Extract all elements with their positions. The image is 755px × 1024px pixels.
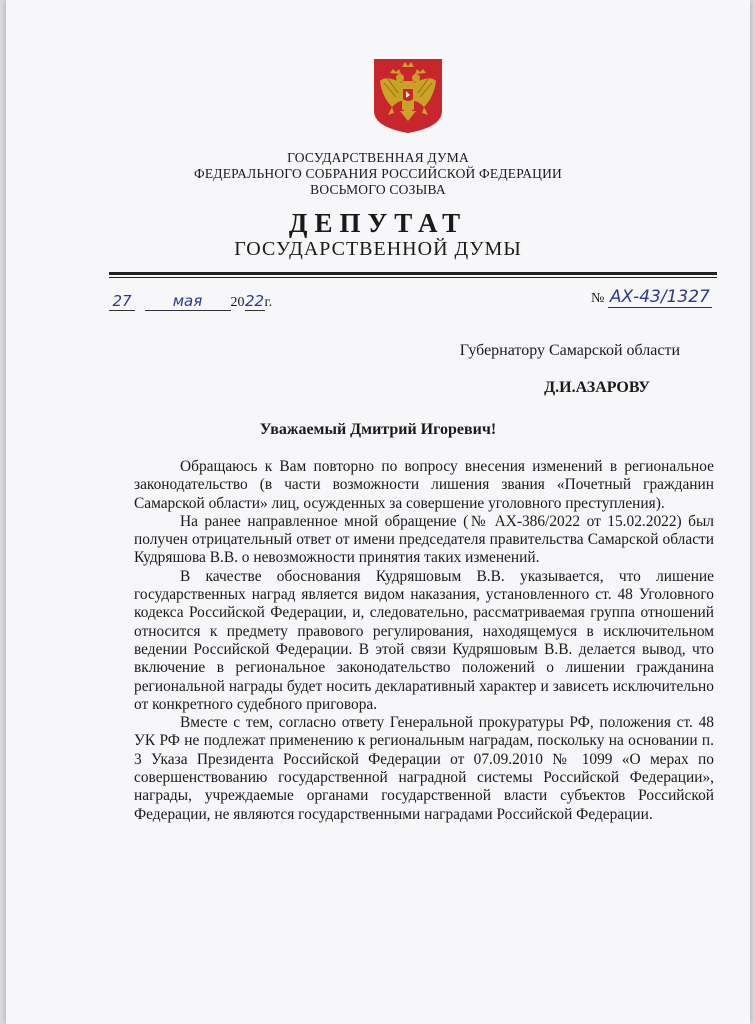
addressee-name: Д.И.АЗАРОВУ xyxy=(544,379,650,396)
date-year-prefix: 20 xyxy=(230,295,245,310)
russian-coat-of-arms-icon xyxy=(372,57,444,135)
number-sign: № xyxy=(591,291,605,306)
outgoing-number: АХ-43/1327 xyxy=(609,287,710,307)
paragraph-3: В качестве обоснования Кудряшовым В.В. указывается, что лишение государственных наград является видом наказания, установленного ст. 48 Уголовного кодекса Российской Федерации, и, следовательно, рассматриваемая группа отношений относится к предмету правового регулирования, находящемуся в исключительном ведении Российской Федерации. В этой связи Кудряшовым В.В. делается вывод, что включение в региональное законодательство положений о лишении гражданина региональной награды будет носить декларативный характер и зависеть исключительно от конкретного судебного приговора. xyxy=(134,567,714,713)
salutation: Уважаемый Дмитрий Игоревич! xyxy=(259,421,497,438)
header-rule-thick xyxy=(109,272,717,275)
paragraph-4: Вместе с тем, согласно ответу Генеральной прокуратуры РФ, положения ст. 48 УК РФ не подлежат применению к региональным наградам, поскольку на основании п. 3 Указа Президента Российской Федерации от 07.09.2010 № 1099 «О мерах по совершенствованию государственной наградной системы Российской Федерации», награды, учреждаемые органами государственной власти субъектов Российской Федерации, не являются государственными наградами Российской Федерации. xyxy=(134,714,714,823)
addressee-position: Губернатору Самарской области xyxy=(459,342,680,359)
document-title: ДЕПУТАТ xyxy=(288,208,468,238)
date-year-g: г. xyxy=(264,295,273,310)
header-line-3: ВОСЬМОГО СОЗЫВА xyxy=(310,182,446,197)
paragraph-2: На ранее направленное мной обращение (№ АХ-386/2022 от 15.02.2022) был получен отрицательный ответ от имени председателя правительства Самарской области Кудряшова В.В. о невозможности принятия таких изменений. xyxy=(134,512,714,567)
document-page xyxy=(6,0,750,1024)
date-day: 27 xyxy=(109,292,135,311)
header-line-1: ГОСУДАРСТВЕННАЯ ДУМА xyxy=(287,150,469,165)
outgoing-number-field xyxy=(591,287,712,308)
date-year-suffix: 22 xyxy=(244,292,265,310)
header-rule-thin xyxy=(109,277,717,278)
header-line-2: ФЕДЕРАЛЬНОГО СОБРАНИЯ РОССИЙСКОЙ ФЕДЕРАЦИИ xyxy=(194,166,562,181)
date-month: мая xyxy=(145,292,231,311)
paragraph-1: Обращаюсь к Вам повторно по вопросу внесения изменений в региональное законодательство (в части возможности лишения звания «Почетный гражданин Самарской области» лиц, осужденных за совершение уголовного преступления). xyxy=(134,458,714,512)
date-field xyxy=(109,292,272,311)
document-subtitle: ГОСУДАРСТВЕННОЙ ДУМЫ xyxy=(234,238,522,260)
letter-body xyxy=(134,458,714,824)
